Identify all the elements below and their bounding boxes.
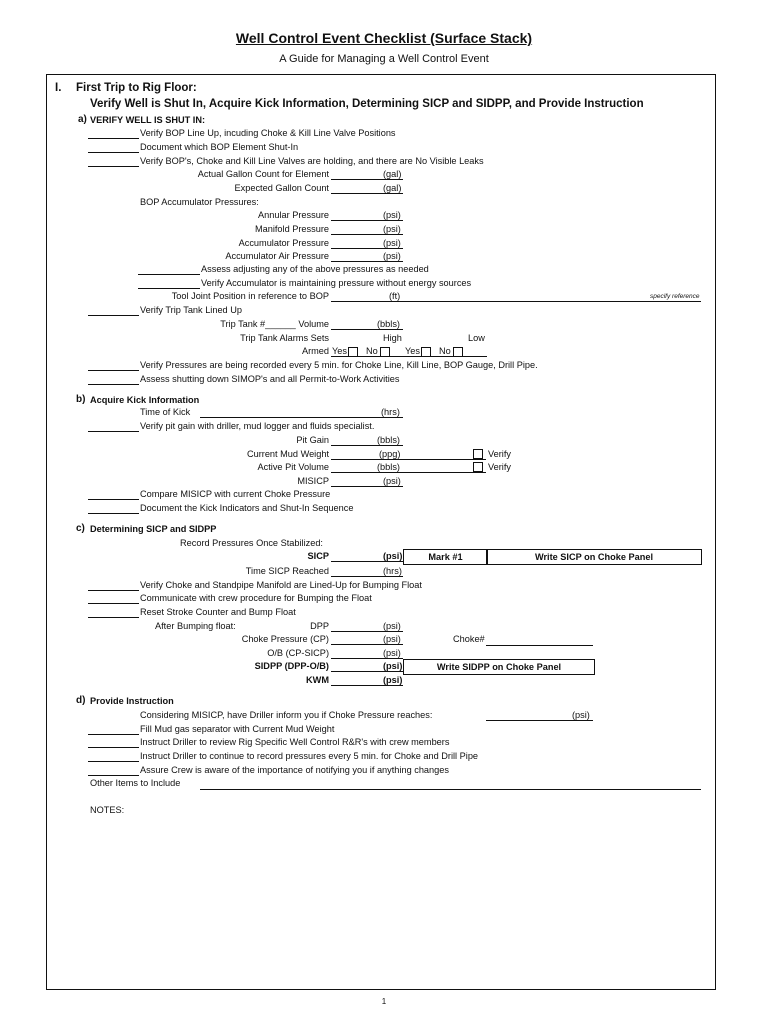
checkbox-line[interactable] bbox=[88, 315, 139, 316]
field-label: O/B (CP-SICP) bbox=[267, 648, 329, 658]
choke-number-input-line[interactable] bbox=[486, 645, 593, 646]
section-subheading: Verify Well is Shut In, Acquire Kick Information, Determining SICP and SIDPP, and Provide Instruction bbox=[90, 98, 644, 110]
checklist-item: Assess shutting down SIMOP's and all Permit-to-Work Activities bbox=[140, 374, 400, 384]
unit-label: (psi) bbox=[383, 661, 403, 671]
field-label: Expected Gallon Count bbox=[234, 183, 329, 193]
yes-label: Yes bbox=[405, 346, 420, 356]
field-label: Tool Joint Position in reference to BOP bbox=[171, 291, 329, 301]
field-label: Accumulator Pressure bbox=[238, 238, 329, 248]
armed-high-no-checkbox[interactable] bbox=[380, 347, 390, 357]
checklist-item: Verify pit gain with driller, mud logger and fluids specialist. bbox=[140, 421, 375, 431]
checklist-item: Assure Crew is aware of the importance of notifying you if anything changes bbox=[140, 765, 449, 775]
part-a-title: VERIFY WELL IS SHUT IN: bbox=[90, 115, 206, 125]
field-label: Trip Tank #______ Volume bbox=[220, 319, 329, 329]
other-items-input-line[interactable] bbox=[200, 789, 701, 790]
checklist-item: Fill Mud gas separator with Current Mud Weight bbox=[140, 724, 335, 734]
after-bump-label: After Bumping float: bbox=[155, 621, 236, 631]
unit-label: (psi) bbox=[383, 238, 401, 248]
part-b-letter: b) bbox=[76, 394, 86, 405]
choke-number-label: Choke# bbox=[453, 634, 485, 644]
unit-label: (bbls) bbox=[377, 319, 400, 329]
unit-label: (psi) bbox=[383, 224, 401, 234]
checkbox-line[interactable] bbox=[88, 603, 139, 604]
field-label: DPP bbox=[310, 621, 329, 631]
unit-label: (bbls) bbox=[377, 462, 400, 472]
input-line[interactable] bbox=[331, 459, 486, 460]
field-label: Accumulator Air Pressure bbox=[225, 251, 329, 261]
sidpp-label: SIDPP (DPP-O/B) bbox=[254, 661, 329, 671]
document-subtitle: A Guide for Managing a Well Control Event bbox=[279, 53, 489, 65]
checklist-item: Document the Kick Indicators and Shut-In Sequence bbox=[140, 503, 354, 513]
part-c-title: Determining SICP and SIDPP bbox=[90, 524, 217, 534]
checklist-item: Verify Choke and Standpipe Manifold are Lined-Up for Bumping Float bbox=[140, 580, 422, 590]
low-label: Low bbox=[468, 333, 485, 343]
unit-label: (psi) bbox=[383, 210, 401, 220]
accumulator-heading: BOP Accumulator Pressures: bbox=[140, 197, 259, 207]
checklist-item: Verify Pressures are being recorded every 5 min. for Choke Line, Kill Line, BOP Gauge, Drill Pipe. bbox=[140, 360, 538, 370]
unit-label: (bbls) bbox=[377, 435, 400, 445]
part-d-letter: d) bbox=[76, 695, 86, 706]
checkbox-line[interactable] bbox=[88, 431, 139, 432]
field-label: Active Pit Volume bbox=[257, 462, 329, 472]
field-label: Actual Gallon Count for Element bbox=[197, 169, 329, 179]
section-heading: First Trip to Rig Floor: bbox=[76, 82, 197, 94]
checklist-item: Document which BOP Element Shut-In bbox=[140, 142, 299, 152]
unit-label: (ft) bbox=[389, 291, 401, 301]
checklist-item: Compare MISICP with current Choke Pressure bbox=[140, 489, 331, 499]
field-label: Current Mud Weight bbox=[246, 449, 329, 459]
checkbox-line[interactable] bbox=[88, 590, 139, 591]
field-label: Choke Pressure (CP) bbox=[241, 634, 329, 644]
field-label: Time of Kick bbox=[140, 407, 191, 417]
write-sidpp-box: Write SIDPP on Choke Panel bbox=[403, 659, 595, 675]
other-items-label: Other Items to Include bbox=[90, 778, 181, 788]
checklist-item: Instruct Driller to continue to record pressures every 5 min. for Choke and Drill Pipe bbox=[140, 751, 479, 761]
field-label: Trip Tank Alarms Sets bbox=[240, 333, 329, 343]
checkbox-line[interactable] bbox=[88, 138, 139, 139]
mark-1-box: Mark #1 bbox=[403, 549, 488, 565]
checklist-item: Assess adjusting any of the above pressures as needed bbox=[201, 264, 429, 274]
checkbox-line[interactable] bbox=[88, 152, 139, 153]
unit-label: (hrs) bbox=[381, 407, 400, 417]
unit-label: (psi) bbox=[383, 621, 401, 631]
unit-label: (psi) bbox=[383, 251, 401, 261]
input-line[interactable] bbox=[200, 417, 403, 418]
kwm-label: KWM bbox=[306, 675, 329, 685]
field-label: Annular Pressure bbox=[258, 210, 329, 220]
verify-label: Verify bbox=[488, 462, 511, 472]
unit-label: (gal) bbox=[383, 183, 402, 193]
checklist-item: Verify Trip Tank Lined Up bbox=[140, 305, 242, 315]
field-label: MISICP bbox=[297, 476, 329, 486]
field-label: Time SICP Reached bbox=[245, 566, 329, 576]
document-title: Well Control Event Checklist (Surface Stack) bbox=[235, 30, 533, 46]
verify-pit-volume-checkbox[interactable] bbox=[473, 462, 483, 472]
field-label: Pit Gain bbox=[296, 435, 329, 445]
unit-label: (psi) bbox=[383, 634, 401, 644]
unit-label: (psi) bbox=[383, 675, 403, 685]
part-b-title: Acquire Kick Information bbox=[90, 395, 200, 405]
armed-high-yes-checkbox[interactable] bbox=[348, 347, 358, 357]
unit-label: (psi) bbox=[383, 551, 403, 561]
no-label: No bbox=[366, 346, 378, 356]
reference-note: specify reference bbox=[650, 293, 700, 300]
armed-low-no-checkbox[interactable] bbox=[453, 347, 463, 357]
unit-label: (psi) bbox=[383, 476, 401, 486]
sicp-label: SICP bbox=[307, 551, 329, 561]
page-number: 1 bbox=[381, 997, 387, 1006]
checklist-item: Instruct Driller to review Rig Specific Well Control R&R's with crew members bbox=[140, 737, 450, 747]
unit-label: (gal) bbox=[383, 169, 402, 179]
checkbox-line[interactable] bbox=[88, 499, 139, 500]
part-a-letter: a) bbox=[78, 114, 87, 125]
checkbox-line[interactable] bbox=[88, 370, 139, 371]
write-sicp-box: Write SICP on Choke Panel bbox=[486, 549, 702, 565]
verify-label: Verify bbox=[488, 449, 511, 459]
input-line[interactable] bbox=[331, 472, 486, 473]
input-line[interactable] bbox=[331, 301, 701, 302]
unit-label: (psi) bbox=[383, 648, 401, 658]
notes-label: NOTES: bbox=[90, 805, 125, 815]
checklist-item: Verify Accumulator is maintaining pressure without energy sources bbox=[201, 278, 472, 288]
field-label: Armed bbox=[301, 346, 329, 356]
checkbox-line[interactable] bbox=[88, 775, 139, 776]
section-numeral: I. bbox=[55, 82, 62, 94]
armed-low-yes-checkbox[interactable] bbox=[421, 347, 431, 357]
checkbox-line[interactable] bbox=[88, 513, 139, 514]
checkbox-line[interactable] bbox=[88, 761, 139, 762]
high-label: High bbox=[383, 333, 402, 343]
unit-label: (ppg) bbox=[379, 449, 401, 459]
checklist-item: Verify BOP's, Choke and Kill Line Valves are holding, and there are No Visible Leaks bbox=[140, 156, 484, 166]
part-c-letter: c) bbox=[76, 523, 85, 534]
checkbox-line[interactable] bbox=[88, 747, 139, 748]
verify-mud-weight-checkbox[interactable] bbox=[473, 449, 483, 459]
checkbox-line[interactable] bbox=[88, 617, 139, 618]
no-label: No bbox=[439, 346, 451, 356]
checkbox-line[interactable] bbox=[138, 274, 200, 275]
checklist-item: Verify BOP Line Up, incuding Choke & Kill Line Valve Positions bbox=[140, 128, 396, 138]
checklist-item: Communicate with crew procedure for Bumping the Float bbox=[140, 593, 372, 603]
unit-label: (hrs) bbox=[383, 566, 402, 576]
checkbox-line[interactable] bbox=[88, 166, 139, 167]
part-d-title: Provide Instruction bbox=[90, 696, 174, 706]
record-instruction: Record Pressures Once Stabilized: bbox=[180, 538, 323, 548]
checkbox-line[interactable] bbox=[138, 288, 200, 289]
checkbox-line[interactable] bbox=[88, 384, 139, 385]
field-label: Manifold Pressure bbox=[254, 224, 329, 234]
checkbox-line[interactable] bbox=[88, 734, 139, 735]
yes-label: Yes bbox=[332, 346, 347, 356]
checklist-item: Reset Stroke Counter and Bump Float bbox=[140, 607, 296, 617]
unit-label: (psi) bbox=[572, 710, 590, 720]
considering-label: Considering MISICP, have Driller inform you if Choke Pressure reaches: bbox=[140, 710, 433, 720]
